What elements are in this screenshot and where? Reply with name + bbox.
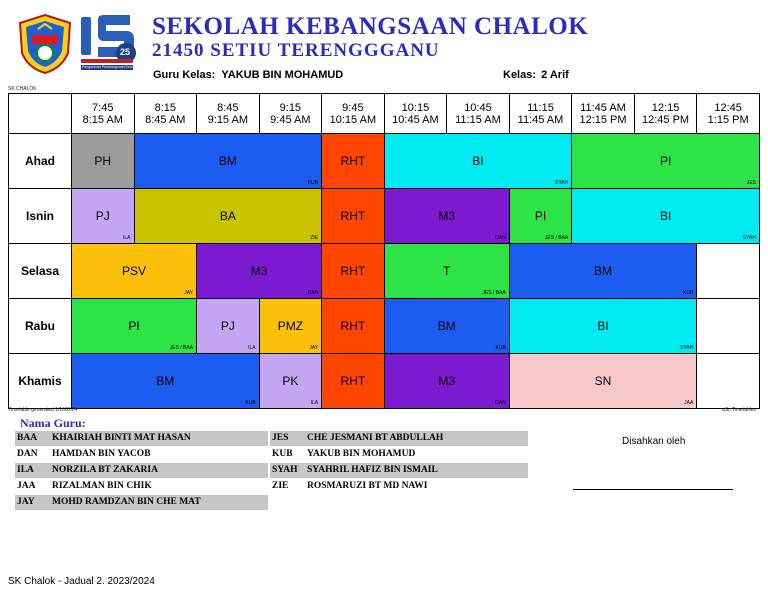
time-slot-header bbox=[259, 94, 322, 134]
logo-number: 25 bbox=[120, 47, 131, 57]
day-label: Ahad bbox=[9, 134, 72, 189]
lesson-teacher-code: ILA bbox=[123, 235, 131, 241]
time-end: 9:15 AM bbox=[207, 113, 248, 126]
teacher-name: SYAHRIL HAFIZ BIN ISMAIL bbox=[307, 465, 438, 475]
time-slot-header bbox=[447, 94, 510, 134]
time-end: 10:45 AM bbox=[392, 113, 439, 126]
lesson-teacher-code: SYAH bbox=[742, 235, 756, 241]
class-label: Kelas: bbox=[503, 69, 537, 81]
lesson-teacher-code: SYAH bbox=[680, 345, 694, 351]
teacher-code: DAN bbox=[17, 449, 38, 459]
lesson-teacher-code: JES / BAA bbox=[169, 345, 194, 351]
lesson-subject: PMZ bbox=[277, 319, 304, 333]
lesson-subject: SN bbox=[594, 374, 612, 388]
teacher-name: ROSMARUZI BT MD NAWI bbox=[307, 481, 428, 491]
day-label: Khamis bbox=[9, 354, 72, 409]
time-end: 12:15 PM bbox=[579, 113, 627, 126]
lesson-subject: BA bbox=[219, 209, 236, 223]
time-slot-header bbox=[572, 94, 635, 134]
timetable-body bbox=[9, 134, 760, 409]
lesson-cell bbox=[509, 244, 697, 299]
time-slot-header bbox=[634, 94, 697, 134]
lesson-subject: BI bbox=[659, 209, 672, 223]
lesson-subject: BM bbox=[156, 374, 175, 388]
lesson-cell bbox=[134, 134, 322, 189]
lesson-cell bbox=[72, 134, 135, 189]
lesson-subject: BI bbox=[597, 319, 609, 333]
time-start: 12:45 bbox=[714, 101, 742, 114]
teacher-code: ZIE bbox=[272, 481, 289, 491]
teacher-row bbox=[15, 479, 268, 494]
lesson-subject: PJ bbox=[95, 209, 110, 223]
teacher-code: SYAH bbox=[272, 465, 298, 475]
time-start: 11:45 AM bbox=[580, 101, 626, 114]
lesson-cell bbox=[72, 299, 197, 354]
time-start: 7:45 bbox=[92, 101, 114, 114]
time-header-row bbox=[9, 94, 760, 134]
lesson-subject: RHT bbox=[340, 319, 366, 333]
signature-line bbox=[573, 489, 733, 490]
lesson-cell bbox=[384, 134, 572, 189]
lesson-teacher-code: KUB bbox=[307, 180, 319, 186]
lesson-cell bbox=[322, 354, 385, 409]
class-teacher bbox=[153, 69, 343, 81]
software-note: aSc Timetables bbox=[722, 407, 757, 413]
empty-cell bbox=[697, 354, 760, 409]
lesson-teacher-code: JAA bbox=[684, 400, 694, 406]
lesson-cell bbox=[72, 189, 135, 244]
lesson-cell bbox=[322, 134, 385, 189]
lesson-subject: PI bbox=[534, 209, 547, 223]
day-row bbox=[9, 189, 760, 244]
lesson-teacher-code: KUB bbox=[683, 290, 694, 296]
lesson-cell bbox=[259, 299, 322, 354]
lesson-teacher-code: SYAH bbox=[555, 180, 569, 186]
lesson-subject: PJ bbox=[220, 319, 235, 333]
time-end: 11:45 AM bbox=[517, 113, 564, 126]
time-start: 8:15 bbox=[154, 101, 176, 114]
teacher-row bbox=[15, 447, 268, 462]
teacher-name: HAMDAN BIN YACOB bbox=[52, 449, 151, 459]
lesson-subject: PI bbox=[128, 319, 140, 333]
time-slot-header bbox=[134, 94, 197, 134]
time-end: 8:45 AM bbox=[145, 113, 186, 126]
lesson-teacher-code: ZIE bbox=[310, 235, 319, 241]
time-start: 11:15 bbox=[527, 101, 554, 114]
timetable bbox=[8, 93, 760, 409]
lesson-teacher-code: KUB bbox=[245, 400, 256, 406]
teacher-name: CHE JESMANI BT ABDULLAH bbox=[307, 433, 444, 443]
day-label: Selasa bbox=[9, 244, 72, 299]
time-slot-header bbox=[322, 94, 385, 134]
lesson-teacher-code: DAN bbox=[495, 400, 506, 406]
time-start: 9:15 bbox=[279, 101, 302, 114]
class-name: 2 Arif bbox=[541, 69, 569, 81]
lesson-cell bbox=[572, 189, 760, 244]
lesson-teacher-code: ILA bbox=[248, 345, 256, 351]
lesson-cell bbox=[509, 299, 697, 354]
lesson-subject: RHT bbox=[340, 209, 366, 223]
state-crest-logo bbox=[16, 13, 74, 75]
time-end: 9:45 AM bbox=[270, 113, 311, 126]
logo-caption: Pengurusan Pembangunan Kemahiran bbox=[82, 65, 143, 69]
day-row bbox=[9, 244, 760, 299]
lesson-subject: M3 bbox=[438, 374, 456, 388]
lesson-cell bbox=[197, 299, 260, 354]
lesson-subject: M3 bbox=[438, 209, 456, 223]
day-row bbox=[9, 354, 760, 409]
teacher-name: MOHD RAMDZAN BIN CHE MAT bbox=[52, 497, 201, 507]
lesson-cell bbox=[572, 134, 760, 189]
lesson-cell bbox=[72, 244, 197, 299]
lesson-subject: PK bbox=[282, 374, 299, 388]
lesson-subject: BM bbox=[218, 154, 237, 168]
time-slot-header bbox=[384, 94, 447, 134]
lesson-cell bbox=[259, 354, 322, 409]
lesson-cell bbox=[322, 189, 385, 244]
time-start: 10:45 bbox=[464, 101, 492, 114]
lesson-teacher-code: JAY bbox=[184, 290, 194, 296]
time-start: 9:45 bbox=[342, 101, 364, 114]
time-slot-header bbox=[72, 94, 135, 134]
lesson-subject: BM bbox=[437, 319, 456, 333]
time-end: 10:15 AM bbox=[329, 113, 377, 126]
class-info bbox=[503, 69, 569, 81]
teacher-row bbox=[270, 479, 528, 494]
lesson-teacher-code: JES / BAA bbox=[482, 290, 506, 296]
time-start: 8:45 bbox=[217, 101, 239, 114]
school-short-name: SK CHALOK bbox=[8, 86, 37, 92]
teacher-row bbox=[15, 495, 268, 510]
day-row bbox=[9, 134, 760, 189]
ministry-logo bbox=[78, 13, 143, 75]
lesson-subject: PSV bbox=[122, 264, 147, 278]
time-start: 12:15 bbox=[651, 101, 680, 114]
teacher-row bbox=[270, 447, 528, 462]
school-address: 21450 SETIU TERENGGGANU bbox=[152, 40, 440, 61]
lesson-subject: T bbox=[443, 264, 451, 278]
lesson-subject: RHT bbox=[340, 154, 366, 168]
teacher-code: KUB bbox=[272, 449, 293, 459]
generated-note: Timetable generated:1/16/2024 bbox=[8, 407, 78, 413]
teacher-row bbox=[270, 431, 528, 446]
day-label: Isnin bbox=[9, 189, 72, 244]
teacher-row bbox=[15, 431, 268, 446]
lesson-teacher-code: JES / BAA bbox=[544, 235, 569, 241]
lesson-subject: RHT bbox=[340, 374, 366, 388]
lesson-cell bbox=[509, 189, 572, 244]
lesson-teacher-code: KUB bbox=[495, 345, 506, 351]
lesson-cell bbox=[197, 244, 322, 299]
lesson-teacher-code: DAN bbox=[307, 290, 319, 296]
class-teacher-label: Guru Kelas: bbox=[153, 69, 216, 81]
teacher-row bbox=[15, 463, 268, 478]
teacher-name: RIZALMAN BIN CHIK bbox=[52, 481, 152, 491]
teacher-name: NORZILA BT ZAKARIA bbox=[52, 465, 158, 475]
lesson-cell bbox=[384, 189, 509, 244]
teacher-code: JAA bbox=[17, 481, 36, 491]
time-slot-header bbox=[509, 94, 572, 134]
lesson-subject: BI bbox=[472, 154, 484, 168]
teacher-name: KHAIRIAH BINTI MAT HASAN bbox=[52, 433, 191, 443]
school-name: SEKOLAH KEBANGSAAN CHALOK bbox=[152, 13, 589, 40]
class-teacher-name: YAKUB BIN MOHAMUD bbox=[221, 69, 344, 81]
teacher-code: BAA bbox=[17, 433, 38, 443]
lesson-subject: BM bbox=[594, 264, 613, 278]
lesson-subject: PH bbox=[94, 154, 112, 168]
lesson-cell bbox=[384, 354, 509, 409]
lesson-cell bbox=[384, 299, 509, 354]
time-end: 11:15 AM bbox=[455, 113, 501, 126]
lesson-cell bbox=[322, 244, 385, 299]
lesson-subject: M3 bbox=[250, 264, 268, 278]
lesson-teacher-code: JES bbox=[746, 180, 756, 186]
teacher-name: YAKUB BIN MOHAMUD bbox=[307, 449, 416, 459]
time-start: 10:15 bbox=[401, 101, 430, 114]
lesson-teacher-code: JAY bbox=[309, 345, 319, 351]
lesson-cell bbox=[72, 354, 260, 409]
lesson-teacher-code: ILA bbox=[310, 400, 319, 406]
teacher-code: JES bbox=[272, 433, 289, 443]
day-row bbox=[9, 299, 760, 354]
teachers-title: Nama Guru: bbox=[20, 416, 86, 430]
signature-label: Disahkan oleh bbox=[622, 436, 686, 447]
lesson-cell bbox=[509, 354, 697, 409]
lesson-cell bbox=[134, 189, 322, 244]
footer-text: SK Chalok - Jadual 2. 2023/2024 bbox=[8, 576, 155, 587]
teacher-code: ILA bbox=[17, 465, 34, 475]
teacher-row bbox=[270, 463, 528, 478]
lesson-subject: RHT bbox=[340, 264, 366, 278]
teacher-code: JAY bbox=[17, 497, 35, 507]
day-label: Rabu bbox=[9, 299, 72, 354]
time-slot-header bbox=[697, 94, 760, 134]
time-end: 8:15 AM bbox=[82, 113, 123, 126]
lesson-cell bbox=[322, 299, 385, 354]
lesson-teacher-code: DAN bbox=[495, 235, 506, 241]
empty-cell bbox=[697, 244, 760, 299]
lesson-subject: PI bbox=[659, 154, 672, 168]
time-slot-header bbox=[197, 94, 260, 134]
corner-cell bbox=[9, 94, 72, 134]
time-end: 12:45 PM bbox=[642, 113, 690, 126]
time-end: 1:15 PM bbox=[707, 113, 749, 126]
empty-cell bbox=[697, 299, 760, 354]
lesson-cell bbox=[384, 244, 509, 299]
